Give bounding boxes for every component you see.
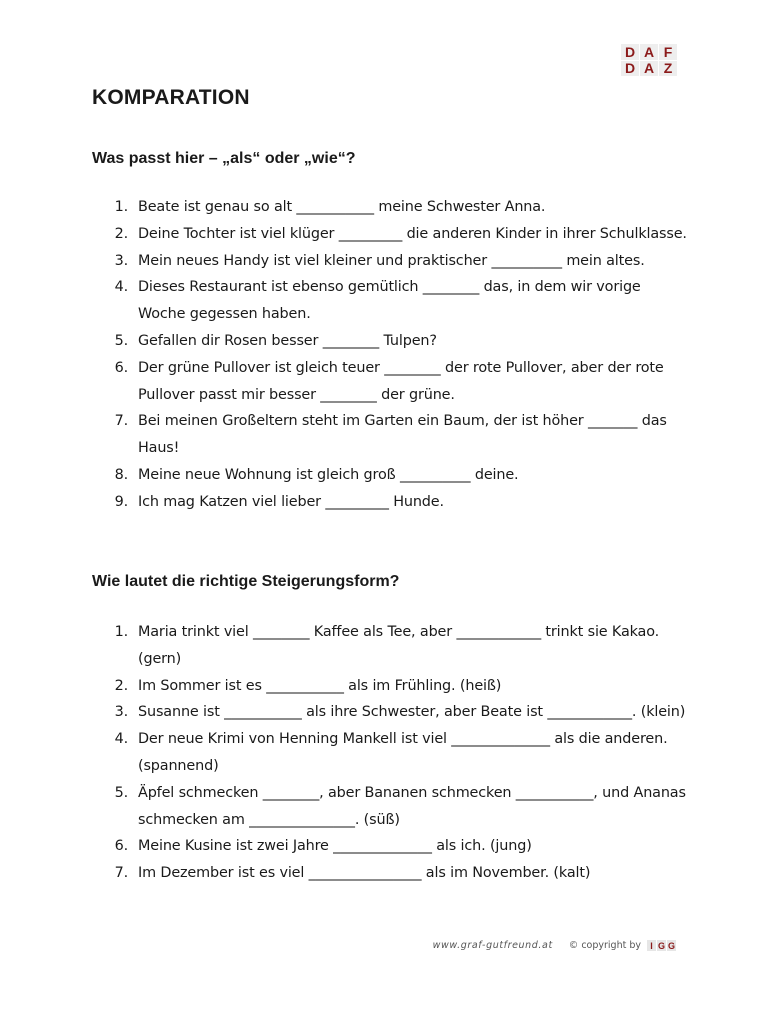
- item-number: 6.: [114, 359, 128, 376]
- section-heading-steigerungsform: Wie lautet die richtige Steigerungsform?: [92, 573, 400, 590]
- exercise-item: [92, 462, 692, 489]
- igg-letter: I: [647, 940, 656, 951]
- exercise-item: [92, 673, 692, 700]
- item-number: 1.: [114, 199, 128, 215]
- logo-letter: D: [621, 61, 639, 77]
- item-text: Der grüne Pullover ist gleich teuer ________ der rote Pullover, aber der rote Pullover passt mir besser ________ der grüne.: [138, 359, 664, 403]
- item-text: Der neue Krimi von Henning Mankell ist viel ______________ als die anderen. (spannend): [138, 731, 668, 774]
- logo-letter: F: [659, 44, 677, 60]
- exercise-item: [92, 833, 692, 860]
- item-number: 7.: [114, 865, 128, 882]
- exercise-item: [92, 726, 692, 780]
- item-text: Dieses Restaurant ist ebenso gemütlich ________ das, in dem wir vorige Woche gegessen haben.: [138, 279, 641, 323]
- item-number: 9.: [114, 493, 128, 510]
- website-link[interactable]: www.graf-gutfreund.at: [432, 940, 553, 951]
- item-text: Meine Kusine ist zwei Jahre ______________ als ich. (jung): [138, 838, 532, 855]
- item-text: Mein neues Handy ist viel kleiner und praktischer __________ mein altes.: [138, 252, 645, 269]
- item-number: 2.: [114, 677, 128, 694]
- logo-letter: D: [621, 44, 639, 60]
- item-text: Deine Tochter ist viel klüger _________ die anderen Kinder in ihrer Schulklasse.: [138, 225, 687, 242]
- item-number: 5.: [114, 332, 128, 349]
- item-text: Gefallen dir Rosen besser ________ Tulpen?: [138, 332, 437, 349]
- item-text: Maria trinkt viel ________ Kaffee als Tee, aber ____________ trinkt sie Kakao. (gern): [138, 624, 660, 667]
- item-number: 6.: [114, 838, 128, 855]
- item-text: Bei meinen Großeltern steht im Garten ein Baum, der ist höher _______ das Haus!: [138, 413, 667, 457]
- exercise-item: [92, 489, 692, 516]
- item-text: Beate ist genau so alt ___________ meine Schwester Anna.: [138, 199, 546, 215]
- page-footer: [433, 940, 676, 951]
- copyright-text: © copyright by: [568, 940, 641, 951]
- exercise-item: [92, 194, 692, 221]
- exercise-item: [92, 355, 692, 409]
- item-number: 4.: [114, 731, 128, 748]
- logo-letter: Z: [659, 61, 677, 77]
- exercise-list-steigerungsform: [92, 619, 692, 887]
- exercise-item: [92, 328, 692, 355]
- exercise-item: [92, 699, 692, 726]
- exercise-item: [92, 248, 692, 275]
- item-number: 7.: [114, 413, 128, 430]
- item-number: 1.: [114, 624, 128, 640]
- page-title: KOMPARATION: [92, 86, 250, 109]
- exercise-item: [92, 619, 692, 673]
- item-text: Im Sommer ist es ___________ als im Frühling. (heiß): [138, 677, 502, 694]
- igg-letter: G: [657, 940, 665, 951]
- item-text: Susanne ist ___________ als ihre Schwester, aber Beate ist ____________. (klein): [138, 704, 686, 721]
- item-text: Äpfel schmecken ________, aber Bananen schmecken ___________, und Ananas schmecken am _______________. (süß): [138, 784, 686, 828]
- exercise-item: [92, 274, 692, 328]
- item-number: 4.: [114, 279, 128, 296]
- item-number: 8.: [114, 466, 128, 483]
- section-heading-als-wie: Was passt hier – „als“ oder „wie“?: [92, 150, 356, 167]
- exercise-item: [92, 221, 692, 248]
- logo-letter: A: [640, 44, 658, 60]
- igg-logo: [647, 940, 676, 951]
- exercise-item: [92, 860, 692, 887]
- exercise-list-als-wie: [92, 194, 692, 516]
- item-text: Ich mag Katzen viel lieber _________ Hunde.: [138, 493, 444, 510]
- item-number: 2.: [114, 225, 128, 242]
- item-text: Meine neue Wohnung ist gleich groß __________ deine.: [138, 466, 519, 483]
- item-number: 3.: [114, 252, 128, 269]
- item-number: 5.: [114, 784, 128, 801]
- igg-letter: G: [667, 940, 675, 951]
- item-text: Im Dezember ist es viel ________________ als im November. (kalt): [138, 865, 591, 882]
- exercise-item: [92, 780, 692, 834]
- logo-letter: A: [640, 61, 658, 77]
- exercise-item: [92, 408, 692, 462]
- dafdaz-logo: [621, 44, 677, 76]
- item-number: 3.: [114, 704, 128, 721]
